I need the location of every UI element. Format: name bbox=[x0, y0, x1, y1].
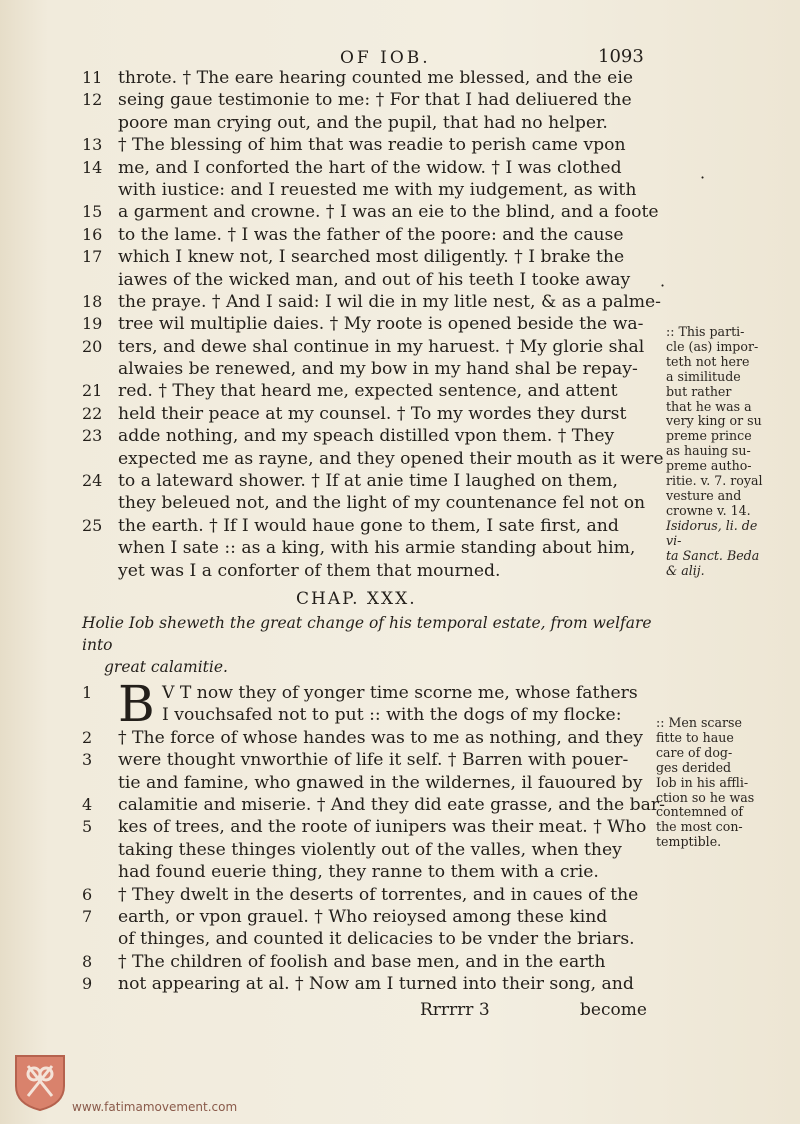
text-line bbox=[82, 313, 662, 335]
margin-note-1 bbox=[666, 325, 776, 578]
line-text: tie and famine, who gnawed in the wildernes, il fauoured by bbox=[118, 772, 643, 793]
line-text: † They dwelt in the deserts of torrentes, and in caues of the bbox=[118, 884, 639, 905]
line-text: to a lateward shower. † If at anie time I laughed on them, bbox=[118, 471, 618, 492]
verse-number: 22 bbox=[82, 403, 103, 423]
text-line bbox=[82, 448, 662, 470]
running-header bbox=[0, 38, 800, 68]
text-line bbox=[82, 884, 662, 906]
margin-note-line: fitte to haue bbox=[656, 729, 734, 745]
text-line bbox=[82, 492, 662, 514]
summary-line: Holie Iob sheweth the great change of his temporal estate, from welfare into bbox=[82, 614, 652, 654]
line-text: alwaies be renewed, and my bow in my hand shal be repay- bbox=[118, 359, 638, 380]
line-text: taking these thinges violently out of the valles, when they bbox=[118, 839, 622, 860]
verse-number: 20 bbox=[82, 336, 103, 356]
verse-number: 2 bbox=[82, 727, 93, 747]
margin-note-2 bbox=[656, 716, 776, 850]
line-text: of thinges, and counted it delicacies to be vnder the briars. bbox=[118, 929, 635, 950]
line-text: had found euerie thing, they ranne to them with a crie. bbox=[118, 862, 599, 883]
text-line bbox=[82, 358, 662, 380]
line-text: they beleued not, and the light of my countenance fel not on bbox=[118, 493, 646, 514]
line-text: a garment and crowne. † I was an eie to the blind, and a foote bbox=[118, 202, 659, 223]
text-line bbox=[82, 112, 662, 134]
line-text: † The force of whose handes was to me as nothing, and they bbox=[118, 727, 643, 748]
chapter-summary bbox=[82, 612, 662, 678]
margin-note-line: ta Sanct. Beda bbox=[666, 547, 760, 563]
verse-number: 25 bbox=[82, 515, 103, 535]
text-line bbox=[82, 906, 662, 928]
text-line bbox=[82, 749, 662, 771]
text-block-bottom bbox=[82, 682, 665, 995]
line-text: yet was I a conforter of them that mourned. bbox=[118, 560, 501, 581]
line-text: with iustice: and I reuested me with my iudgement, as with bbox=[118, 179, 637, 200]
line-text: which I knew not, I searched most diligently. † I brake the bbox=[118, 247, 625, 268]
line-text: tree wil multiplie daies. † My roote is opened beside the wa- bbox=[118, 314, 644, 335]
margin-note-line: as hauing su- bbox=[666, 443, 751, 459]
line-text: V T now they of yonger time scorne me, whose fathers bbox=[162, 683, 638, 703]
text-line bbox=[82, 794, 665, 816]
text-line bbox=[82, 515, 662, 537]
line-text: not appearing at al. † Now am I turned into their song, and bbox=[118, 974, 634, 995]
margin-note-line: crowne v. 14. bbox=[666, 502, 751, 518]
verse-number: 1 bbox=[82, 683, 93, 702]
watermark: www.fatimamovement.com bbox=[72, 1100, 238, 1114]
text-line bbox=[82, 269, 662, 291]
line-text: red. † They that heard me, expected sentence, and attent bbox=[118, 381, 618, 402]
verse-number: 19 bbox=[82, 314, 103, 334]
verse-number: 24 bbox=[82, 471, 103, 491]
margin-note-line: ction so he was bbox=[656, 789, 755, 805]
text-line bbox=[82, 291, 662, 313]
page-number: 1093 bbox=[598, 46, 644, 67]
line-text: I vouchsafed not to put :: with the dogs of my flocke: bbox=[162, 705, 622, 726]
text-line bbox=[82, 201, 662, 223]
margin-note-line: & alij. bbox=[666, 562, 705, 578]
verse-number: 8 bbox=[82, 951, 93, 971]
chapter-heading: CHAP. XXX. bbox=[296, 589, 417, 609]
text-line bbox=[82, 403, 662, 425]
text-line bbox=[82, 425, 662, 447]
margin-note-line: a similitude bbox=[666, 368, 741, 384]
verse-number: 17 bbox=[82, 247, 103, 267]
text-line bbox=[82, 951, 662, 973]
verse-number: 15 bbox=[82, 202, 103, 222]
text-line bbox=[82, 928, 662, 950]
text-line bbox=[82, 246, 662, 268]
line-text: seing gaue testimonie to me: † For that I had deliuered the bbox=[118, 90, 632, 111]
text-line bbox=[82, 704, 662, 726]
catchword: become bbox=[580, 1000, 647, 1020]
verse-number: 5 bbox=[82, 817, 93, 837]
verse-number: 13 bbox=[82, 135, 103, 155]
line-text: iawes of the wicked man, and out of his teeth I tooke away bbox=[118, 269, 631, 290]
margin-dot: · bbox=[660, 276, 666, 295]
text-line bbox=[82, 157, 662, 179]
margin-note-line: ges derided bbox=[656, 759, 732, 775]
margin-note-line: that he was a bbox=[666, 398, 752, 414]
margin-note-line: preme prince bbox=[666, 428, 752, 444]
margin-note-line: Iob in his affli- bbox=[656, 774, 749, 790]
verse-number: 9 bbox=[82, 974, 93, 994]
line-text: kes of trees, and the roote of iunipers was their meat. † Who bbox=[118, 817, 647, 838]
verse-number: 16 bbox=[82, 224, 103, 244]
margin-note-line: preme autho- bbox=[666, 458, 752, 474]
text-block-top bbox=[82, 67, 662, 582]
margin-note-line: care of dog- bbox=[656, 744, 733, 760]
verse-number: 11 bbox=[82, 68, 103, 87]
verse-number: 23 bbox=[82, 426, 103, 446]
text-line bbox=[82, 224, 662, 246]
verse-number: 4 bbox=[82, 794, 93, 814]
line-text: adde nothing, and my speach distilled vpon them. † They bbox=[118, 426, 615, 447]
line-text: to the lame. † I was the father of the poore: and the cause bbox=[118, 224, 624, 245]
margin-note-line: very king or su bbox=[666, 413, 762, 429]
text-line bbox=[82, 537, 662, 559]
text-line bbox=[82, 861, 662, 883]
verse-number: 7 bbox=[82, 906, 93, 926]
text-line bbox=[82, 560, 662, 582]
text-line bbox=[82, 816, 662, 838]
verse-number: 12 bbox=[82, 90, 103, 110]
line-text: † The children of foolish and base men, and in the earth bbox=[118, 951, 606, 972]
margin-note-line: but rather bbox=[666, 383, 732, 399]
margin-note-line: the most con- bbox=[656, 819, 743, 835]
verse-number: 3 bbox=[82, 750, 93, 770]
line-text: expected me as rayne, and they opened their mouth as it were bbox=[118, 448, 664, 469]
line-text: held their peace at my counsel. † To my wordes they durst bbox=[118, 403, 627, 424]
text-line bbox=[82, 89, 662, 111]
text-line bbox=[82, 772, 662, 794]
margin-note-line: ritie. v. 7. royal bbox=[666, 473, 763, 489]
verse-number: 14 bbox=[82, 157, 103, 177]
line-text: the earth. † If I would haue gone to them, I sate first, and bbox=[118, 515, 619, 536]
margin-note-line: contemned of bbox=[656, 804, 744, 820]
text-line bbox=[82, 682, 662, 704]
running-title: OF IOB. bbox=[340, 48, 431, 68]
line-text: the praye. † And I said: I wil die in my litle nest, & as a palme- bbox=[118, 291, 661, 312]
text-line bbox=[82, 727, 662, 749]
margin-note-line: :: Men scarse bbox=[656, 715, 742, 730]
text-line bbox=[82, 67, 662, 89]
verse-number: 21 bbox=[82, 381, 103, 401]
margin-note-line: teth not here bbox=[666, 353, 750, 369]
margin-note-line: :: This parti- bbox=[666, 324, 745, 339]
text-line bbox=[82, 973, 662, 995]
shield-logo-icon bbox=[12, 1052, 68, 1112]
signature-mark: Rrrrrr 3 bbox=[420, 1000, 490, 1020]
line-text: poore man crying out, and the pupil, that had no helper. bbox=[118, 112, 608, 133]
margin-note-line: cle (as) impor- bbox=[666, 338, 759, 354]
text-line bbox=[82, 839, 662, 861]
line-text: calamitie and miserie. † And they did eate grasse, and the bar- bbox=[118, 794, 665, 815]
line-text: ters, and dewe shal continue in my haruest. † My glorie shal bbox=[118, 336, 645, 357]
text-line bbox=[82, 179, 662, 201]
margin-note-line: Isidorus, li. de vi- bbox=[666, 517, 758, 548]
line-text: were thought vnworthie of life it self. † Barren with pouer- bbox=[118, 750, 629, 771]
line-text: throte. † The eare hearing counted me blessed, and the eie bbox=[118, 68, 634, 88]
line-text: me, and I conforted the hart of the widow. † I was clothed bbox=[118, 157, 622, 178]
line-text: when I sate :: as a king, with his armie standing about him, bbox=[118, 538, 636, 559]
drop-cap: B bbox=[118, 675, 155, 733]
line-text: earth, or vpon grauel. † Who reioysed among these kind bbox=[118, 906, 608, 927]
text-line bbox=[82, 470, 662, 492]
verse-number: 18 bbox=[82, 291, 103, 311]
verse-number: 6 bbox=[82, 884, 93, 904]
summary-line: great calamitie. bbox=[104, 658, 228, 676]
text-line bbox=[82, 336, 662, 358]
margin-note-line: vesture and bbox=[666, 487, 742, 503]
margin-dot: · bbox=[700, 168, 706, 187]
text-line bbox=[82, 380, 662, 402]
margin-note-line: temptible. bbox=[656, 834, 722, 850]
line-text: † The blessing of him that was readie to perish came vpon bbox=[118, 135, 626, 156]
text-line bbox=[82, 134, 662, 156]
